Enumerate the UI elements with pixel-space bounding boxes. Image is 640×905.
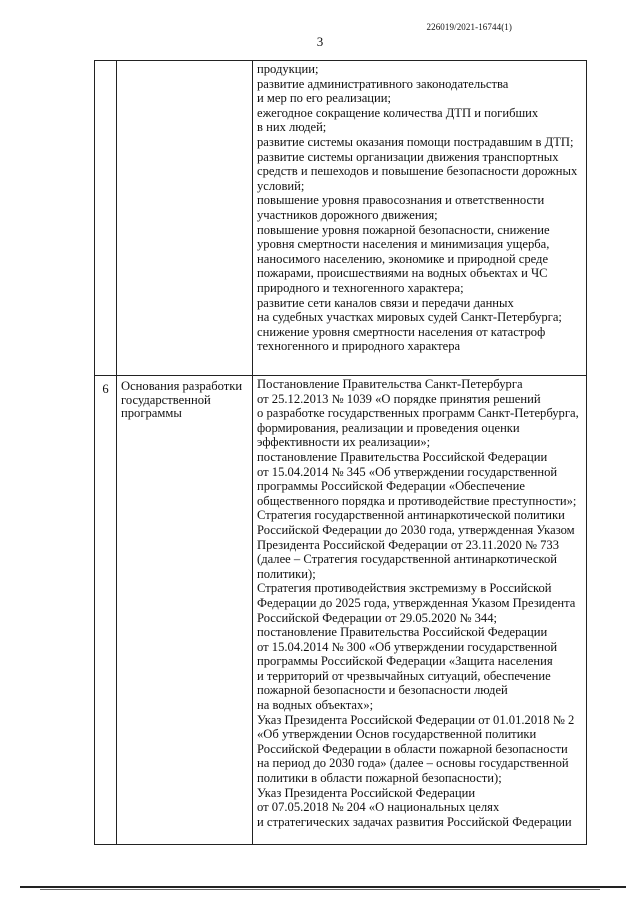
text-line: снижение уровня смертности населения от катастроф xyxy=(257,324,546,339)
row-content-lines xyxy=(257,62,584,354)
text-line: программы xyxy=(121,406,182,421)
text-line: Российской Федерации до 2030 года, утвержденная Указом xyxy=(257,522,575,537)
text-line: от 25.12.2013 № 1039 «О порядке принятия решений xyxy=(257,391,541,406)
text-line: политики в области пожарной безопасности); xyxy=(257,771,502,786)
text-line: уровня смертности населения и минимизация ущерба, xyxy=(257,237,550,252)
text-line: и стратегических задачах развития Российской Федерации xyxy=(257,814,572,829)
text-line: развитие системы организации движения транспортных xyxy=(257,149,559,164)
text-line: эффективности их реализации»; xyxy=(257,435,431,450)
text-line: постановление Правительства Российской Федерации xyxy=(257,625,548,640)
text-line: Российской Федерации в области пожарной безопасности xyxy=(257,741,568,756)
text-line: техногенного и природного характера xyxy=(257,339,461,354)
scan-edge-line xyxy=(20,886,626,888)
text-line: Указ Президента Российской Федерации от 01.01.2018 № 2 xyxy=(257,712,575,727)
document-id: 226019/2021-16744(1) xyxy=(426,22,512,32)
text-line: на период до 2030 года» (далее – основы государственной xyxy=(257,756,569,771)
text-line: Российской Федерации от 29.05.2020 № 344; xyxy=(257,610,497,625)
text-line: повышение уровня пожарной безопасности, снижение xyxy=(257,222,550,237)
text-line: формирования, реализации и проведения оценки xyxy=(257,420,520,435)
text-line: в них людей; xyxy=(257,120,327,135)
text-line: (далее – Стратегия государственной антинаркотической xyxy=(257,552,558,567)
text-line: политики); xyxy=(257,566,316,581)
text-line: от 15.04.2014 № 300 «Об утверждении государственной xyxy=(257,639,558,654)
scan-edge-line xyxy=(40,889,600,890)
row-content-lines xyxy=(257,377,584,829)
program-passport-table xyxy=(94,60,587,845)
row-content-cell xyxy=(253,376,587,845)
row-content-cell xyxy=(253,61,587,376)
text-line: и мер по его реализации; xyxy=(257,91,392,106)
row-number-cell xyxy=(95,61,117,376)
text-line: Указ Президента Российской Федерации xyxy=(257,785,476,800)
text-line: Федерации до 2025 года, утвержденная Указом Президента xyxy=(257,595,576,610)
table-row xyxy=(95,376,587,845)
text-line: пожарами, происшествиями на водных объектах и ЧС xyxy=(257,266,548,281)
text-line: постановление Правительства Российской Федерации xyxy=(257,449,548,464)
text-line: пожарной безопасности и безопасности людей xyxy=(257,683,508,698)
text-line: Стратегия противодействия экстремизму в Российской xyxy=(257,581,552,596)
text-line: развитие системы оказания помощи пострадавшим в ДТП; xyxy=(257,134,574,149)
row-number-cell: 6 xyxy=(95,376,117,845)
text-line: продукции; xyxy=(257,62,319,76)
text-line: наносимого населению, экономике и природной среде xyxy=(257,251,549,266)
text-line: на водных объектах»; xyxy=(257,698,374,713)
text-line: участников дорожного движения; xyxy=(257,207,438,222)
text-line: на судебных участках мировых судей Санкт-Петербурга; xyxy=(257,310,562,325)
text-line: развитие сети каналов связи и передачи данных xyxy=(257,295,514,310)
text-line: от 07.05.2018 № 204 «О национальных целях xyxy=(257,800,500,815)
text-line: условий; xyxy=(257,178,305,193)
text-line: развитие административного законодательства xyxy=(257,76,509,91)
text-line: повышение уровня правосознания и ответственности xyxy=(257,193,545,208)
text-line: и территорий от чрезвычайных ситуаций, обеспечение xyxy=(257,668,551,683)
row-name-cell xyxy=(117,376,253,845)
text-line: о разработке государственных программ Санкт-Петербурга, xyxy=(257,406,579,421)
text-line: «Об утверждении Основ государственной политики xyxy=(257,727,537,742)
text-line: от 15.04.2014 № 345 «Об утверждении государственной xyxy=(257,464,558,479)
text-line: программы Российской Федерации «Защита населения xyxy=(257,654,553,669)
text-line: программы Российской Федерации «Обеспечение xyxy=(257,479,525,494)
row-name-lines xyxy=(121,380,250,421)
row-name-cell xyxy=(117,61,253,376)
text-line: общественного порядка и противодействие преступности»; xyxy=(257,493,577,508)
text-line: государственной xyxy=(121,392,211,407)
page-number: 3 xyxy=(316,34,324,49)
text-line: ежегодное сокращение количества ДТП и погибших xyxy=(257,105,539,120)
text-line: Президента Российской Федерации от 23.11.2020 № 733 xyxy=(257,537,560,552)
text-line: Стратегия государственной антинаркотической политики xyxy=(257,508,565,523)
text-line: средств и пешеходов и повышение безопасности дорожных xyxy=(257,164,578,179)
table-row xyxy=(95,61,587,376)
text-line: природного и техногенного характера; xyxy=(257,280,464,295)
text-line: Основания разработки xyxy=(121,379,243,393)
text-line: Постановление Правительства Санкт-Петербурга xyxy=(257,377,523,391)
